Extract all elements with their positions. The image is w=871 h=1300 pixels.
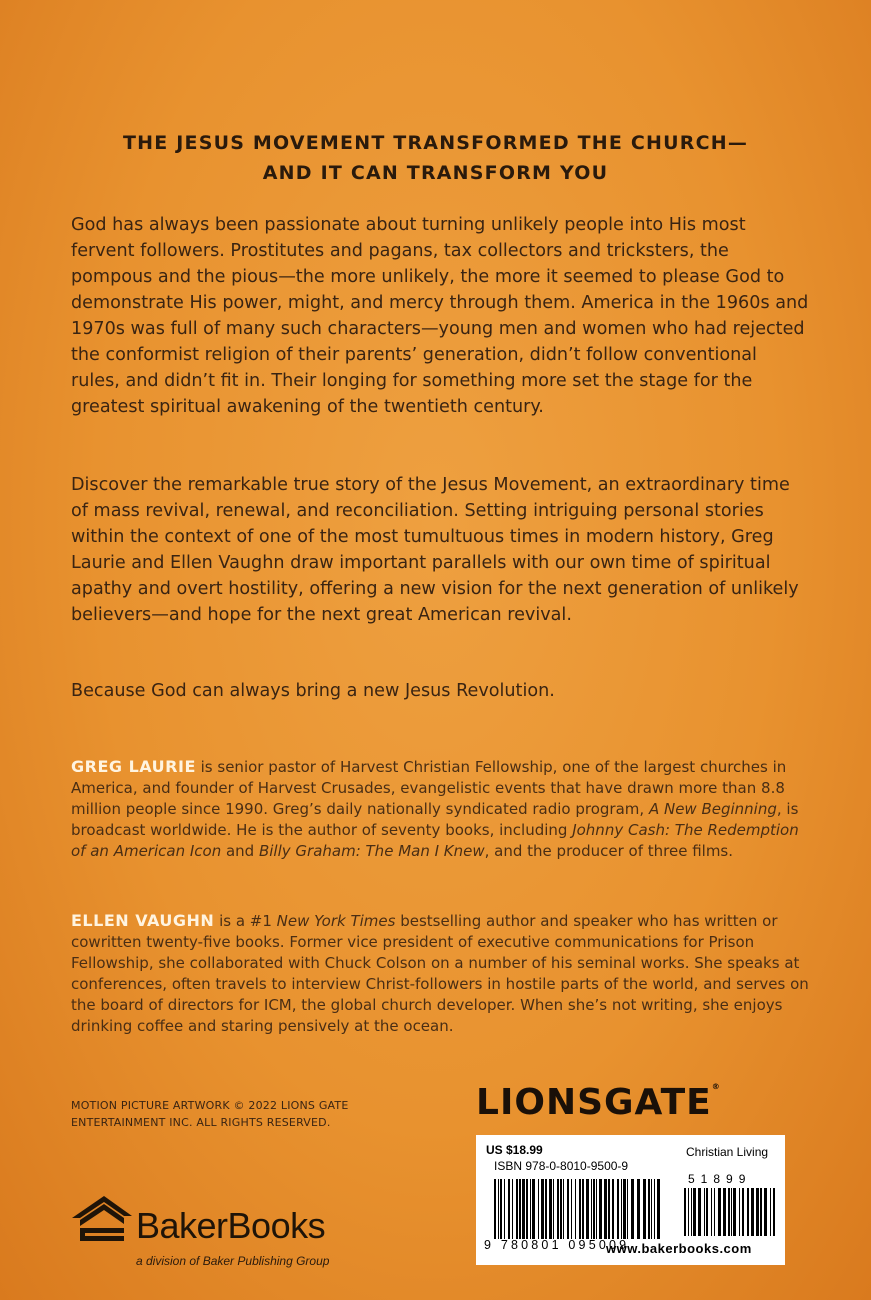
barcode-bar xyxy=(526,1179,528,1239)
barcode-bar xyxy=(739,1188,740,1236)
baker-books-house-icon xyxy=(70,1194,134,1246)
barcode-bar xyxy=(604,1179,607,1239)
barcode-bar xyxy=(728,1188,730,1236)
barcode-bar xyxy=(516,1179,518,1239)
barcode-bar xyxy=(545,1179,547,1239)
barcode-bar xyxy=(688,1188,689,1236)
bio-italic-title: A New Beginning xyxy=(648,800,777,818)
barcode-bar xyxy=(532,1179,535,1239)
barcode-bar xyxy=(608,1179,610,1239)
barcode-bar xyxy=(711,1188,712,1236)
author-bio-ellen-vaughn xyxy=(71,910,811,1037)
barcode-bar xyxy=(627,1179,628,1239)
bio-text: is senior pastor of Harvest Christian Fellowship, one of the largest churches in America, and founder of Harvest Crusades, evangelistic events that have drawn more than 8.8 million people since 1990. Greg’s daily nationally syndicated radio program, xyxy=(71,758,787,818)
publisher-url: www.bakerbooks.com xyxy=(606,1241,752,1256)
bio-text: is a #1 xyxy=(214,912,277,930)
barcode-bar xyxy=(691,1188,692,1236)
barcode-bar xyxy=(706,1188,708,1236)
bio-italic-title: Billy Graham: The Man I Knew xyxy=(258,842,485,860)
barcode-bar xyxy=(770,1188,771,1236)
barcode-bar xyxy=(654,1179,655,1239)
barcode-bar xyxy=(684,1188,686,1236)
price-code: 51899 xyxy=(688,1172,752,1186)
barcode-bar xyxy=(693,1188,696,1236)
copyright-line-1: MOTION PICTURE ARTWORK © 2022 LIONS GATE xyxy=(71,1099,349,1112)
barcode-bar xyxy=(731,1188,732,1236)
barcode-bar xyxy=(519,1179,521,1239)
barcode-bar xyxy=(631,1179,634,1239)
lionsgate-wordmark: LIONSGATE xyxy=(476,1082,712,1123)
barcode-bar xyxy=(714,1188,715,1236)
barcode-bar xyxy=(579,1179,581,1239)
bio-text: , and the producer of three films. xyxy=(484,842,734,860)
price: US $18.99 xyxy=(486,1143,543,1157)
barcode-bar xyxy=(643,1179,646,1239)
barcode-bar xyxy=(651,1179,652,1239)
barcode-bar xyxy=(563,1179,564,1239)
barcode-bar xyxy=(617,1179,619,1239)
barcode-bar xyxy=(637,1179,640,1239)
bio-italic-title: Johnny Cash: The Redemption of an American Icon xyxy=(71,821,799,860)
barcode-bar xyxy=(698,1188,701,1236)
barcode-bar xyxy=(538,1179,539,1239)
headline-line-1: THE JESUS MOVEMENT TRANSFORMED THE CHURCH— xyxy=(122,132,749,154)
barcode-bar xyxy=(621,1179,622,1239)
barcode-bar xyxy=(593,1179,595,1239)
barcode-bar xyxy=(773,1188,775,1236)
price-barcode xyxy=(684,1188,776,1236)
publisher-subtitle: a division of Baker Publishing Group xyxy=(136,1254,330,1268)
description-paragraph-1: God has always been passionate about turning unlikely people into His most fervent followers. Prostitutes and pagans, tax collectors and tricksters, the pompous and the pious—the more unlikely, the more it seemed to please God to demonstrate His power, might, and mercy through them. America in the 1960s and 1970s was full of many such characters—young men and women who had rejected the conformist religion of their parents’ generation, didn’t follow conventional rules, and didn’t fit in. Their longing for something more set the stage for the greatest spiritual awakening of the twentieth century. xyxy=(71,215,809,417)
author-bio-greg-laurie xyxy=(71,756,811,862)
barcode-bar xyxy=(530,1179,531,1239)
barcode-bar xyxy=(498,1179,499,1239)
description-paragraph-3: Because God can always bring a new Jesus Revolution. xyxy=(71,681,555,701)
barcode-bar xyxy=(596,1179,597,1239)
barcode-bar xyxy=(612,1179,614,1239)
bio-text: bestselling author and speaker who has written or cowritten twenty-five books. Former vice president of executive communications for Prison Fellowship, she collaborated with Chuck Colson on a number of his seminal works. She speaks at conferences, often travels to interview Christ-followers in hostile parts of the world, and serves on the board of directors for ICM, the global church developer. When she’s not writing, she enjoys drinking coffee and staring pensively at the ocean. xyxy=(71,912,809,1035)
barcode-bar xyxy=(541,1179,544,1239)
headline-line-2: AND IT CAN TRANSFORM YOU xyxy=(262,162,609,184)
author-name-greg-laurie: GREG LAURIE xyxy=(71,757,196,776)
barcode-bar xyxy=(567,1179,569,1239)
headline xyxy=(0,128,871,188)
barcode-bar xyxy=(751,1188,754,1236)
barcode-bar xyxy=(560,1179,562,1239)
isbn: ISBN 978-0-8010-9500-9 xyxy=(494,1159,629,1173)
bio-italic-title: New York Times xyxy=(276,912,396,930)
lionsgate-logo xyxy=(476,1082,721,1123)
barcode-bar xyxy=(582,1179,584,1239)
barcode-label xyxy=(476,1135,785,1265)
barcode-bar xyxy=(591,1179,592,1239)
barcode-bar xyxy=(512,1179,513,1239)
barcode-bar xyxy=(557,1179,559,1239)
barcode-bar xyxy=(718,1188,721,1236)
copyright-notice xyxy=(71,1097,371,1131)
isbn-barcode xyxy=(494,1179,662,1239)
barcode-bar xyxy=(648,1179,650,1239)
barcode-bar xyxy=(723,1188,726,1236)
publisher-name: BakerBooks xyxy=(136,1205,326,1246)
barcode-bar xyxy=(575,1179,576,1239)
barcode-bar xyxy=(571,1179,572,1239)
barcode-bar xyxy=(508,1179,510,1239)
registered-mark: ® xyxy=(711,1082,721,1091)
ean-digits: 9 780801 095009 xyxy=(484,1238,630,1252)
barcode-bar xyxy=(553,1179,554,1239)
barcode-bar xyxy=(704,1188,705,1236)
barcode-bar xyxy=(549,1179,552,1239)
barcode-bar xyxy=(599,1179,602,1239)
barcode-bar xyxy=(742,1188,744,1236)
barcode-bar xyxy=(504,1179,505,1239)
barcode-bar xyxy=(657,1179,660,1239)
barcode-bar xyxy=(733,1188,736,1236)
barcode-bar xyxy=(764,1188,767,1236)
barcode-bar xyxy=(522,1179,525,1239)
barcode-bar xyxy=(747,1188,749,1236)
author-name-ellen-vaughn: ELLEN VAUGHN xyxy=(71,911,215,930)
barcode-bar xyxy=(586,1179,589,1239)
copyright-line-2: ENTERTAINMENT INC. ALL RIGHTS RESERVED. xyxy=(71,1116,331,1129)
barcode-bar xyxy=(500,1179,502,1239)
category: Christian Living xyxy=(686,1145,769,1159)
description-paragraph-2: Discover the remarkable true story of the Jesus Movement, an extraordinary time of mass revival, renewal, and reconciliation. Setting intriguing personal stories within the context of one of the most tumultuous times in modern history, Greg Laurie and Ellen Vaughn draw important parallels with our own time of spiritual apathy and overt hostility, offering a new vision for the next generation of unlikely believers—and hope for the next great American revival. xyxy=(71,475,799,625)
bio-text: , is broadcast worldwide. He is the author of seventy books, including xyxy=(71,800,799,839)
barcode-bar xyxy=(623,1179,626,1239)
barcode-bar xyxy=(756,1188,759,1236)
bio-text: and xyxy=(221,842,259,860)
barcode-bar xyxy=(494,1179,496,1239)
barcode-bar xyxy=(760,1188,762,1236)
